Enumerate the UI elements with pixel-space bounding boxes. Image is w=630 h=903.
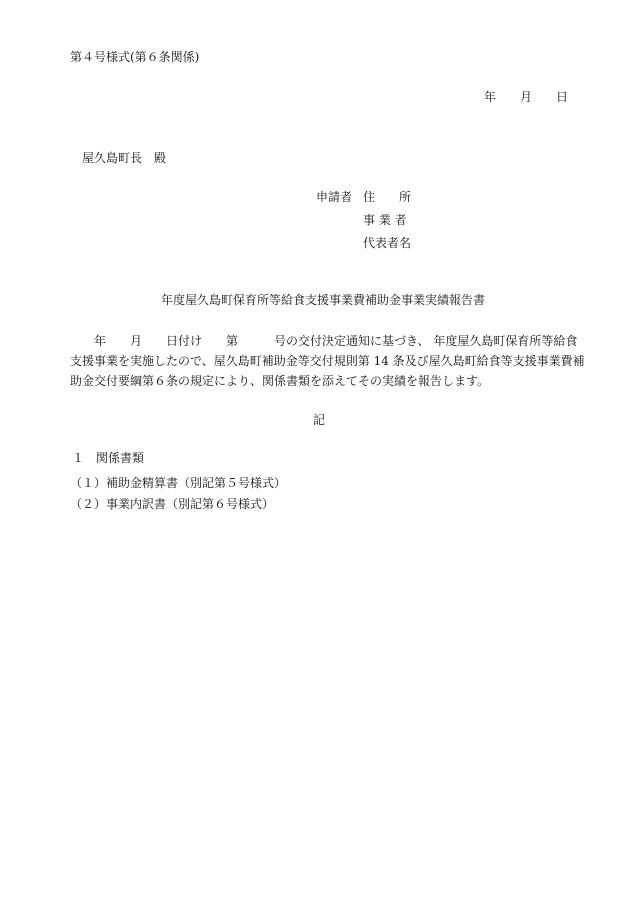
body-line: 支援事業を実施したので、屋久島町補助金等交付規則第 14 条及び屋久島町給食等支援事業費補 xyxy=(70,354,585,368)
applicant-label: 申請者 xyxy=(316,190,353,204)
addressee: 屋久島町長 殿 xyxy=(82,151,167,165)
date-line: 年 月 日 xyxy=(484,90,569,104)
attachments-heading: １ 関係書類 xyxy=(72,451,145,465)
body-paragraph xyxy=(70,331,585,391)
attachment-list xyxy=(70,473,286,515)
report-title: 年度屋久島町保育所等給食支援事業費補助金事業実績報告書 xyxy=(161,293,486,307)
applicant-address-label: 住 所 xyxy=(363,190,412,204)
ki-marker: 記 xyxy=(313,413,326,427)
applicant-representative-label: 代表者名 xyxy=(363,236,412,250)
applicant-business-label: 事 業 者 xyxy=(363,213,407,227)
body-line: 助金交付要綱第６条の規定により、関係書類を添えてその実績を報告します。 xyxy=(70,374,490,388)
attachment-item: （１）補助金精算書（別記第５号様式） xyxy=(70,476,287,490)
attachment-item: （２）事業内訳書（別記第６号様式） xyxy=(70,497,275,511)
form-number: 第４号様式(第６条関係) xyxy=(70,50,200,64)
body-line: 年 月 日付け 第 号の交付決定通知に基づき、 年度屋久島町保育所等給食 xyxy=(70,334,578,348)
